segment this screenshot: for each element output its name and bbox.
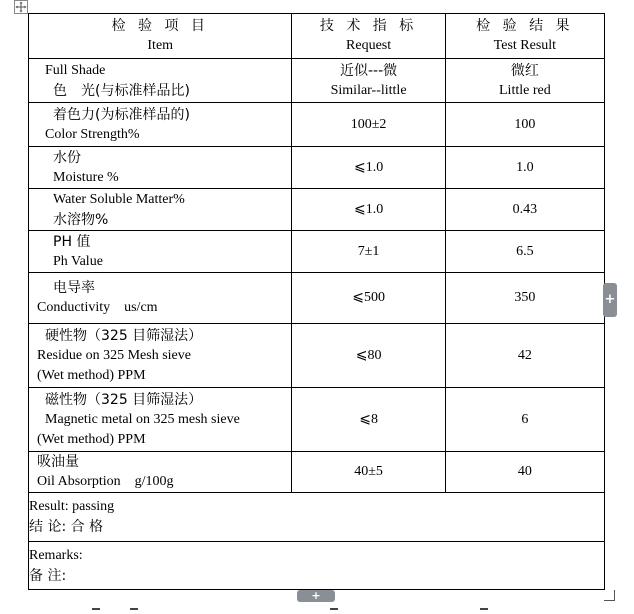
item-cell[interactable] — [29, 324, 292, 388]
cutoff-text-fragment — [92, 608, 100, 610]
result-cell[interactable]: 350 — [445, 273, 604, 324]
remarks-en: Remarks: — [29, 547, 83, 563]
table-row — [29, 103, 605, 147]
table-row — [29, 147, 605, 189]
request-cell[interactable]: 7±1 — [292, 231, 445, 273]
item-en: Conductivity us/cm — [37, 300, 158, 315]
remarks-row — [29, 542, 605, 590]
table-resize-handle-icon[interactable] — [604, 590, 615, 601]
table-row — [29, 324, 605, 388]
request-cell[interactable]: 40±5 — [292, 452, 445, 493]
result-cell[interactable]: 40 — [445, 452, 604, 493]
result-summary-cell[interactable] — [29, 493, 605, 542]
header-result-en: Test Result — [493, 38, 557, 53]
header-result-cell[interactable] — [445, 14, 604, 59]
header-request-cell[interactable] — [292, 14, 445, 59]
item-cell[interactable] — [29, 452, 292, 493]
item-cell[interactable] — [29, 189, 292, 231]
item-en: Water Soluble Matter% — [53, 191, 185, 207]
result-cell[interactable]: 1.0 — [445, 147, 604, 189]
item-cell[interactable] — [29, 231, 292, 273]
item-cn: 电导率 — [53, 280, 95, 296]
request-cell[interactable]: ⩽1.0 — [292, 189, 445, 231]
item-en: Color Strength% — [45, 126, 140, 142]
item-en-method: (Wet method) PPM — [37, 367, 146, 383]
item-cn: 吸油量 — [37, 454, 79, 470]
request-cell[interactable]: ⩽1.0 — [292, 147, 445, 189]
header-item-cell[interactable] — [29, 14, 292, 59]
cutoff-text-fragment — [130, 608, 138, 610]
item-en: Ph Value — [53, 253, 103, 269]
item-cell[interactable] — [29, 273, 292, 324]
item-cell[interactable] — [29, 147, 292, 189]
request-cell[interactable]: ⩽8 — [292, 388, 445, 452]
request-cell[interactable]: ⩽500 — [292, 273, 445, 324]
item-cn: 磁性物（325 目筛湿法） — [45, 391, 203, 408]
item-cn: 水份 — [53, 149, 81, 166]
table-row — [29, 452, 605, 493]
item-en: Moisture % — [53, 169, 119, 185]
result-en: Little red — [499, 82, 551, 98]
result-en: Result: passing — [29, 499, 115, 514]
remarks-cn: 备 注: — [29, 567, 67, 584]
result-cell[interactable]: 0.43 — [445, 189, 604, 231]
item-cell[interactable] — [29, 59, 292, 103]
table-row — [29, 231, 605, 273]
result-cell[interactable]: 100 — [445, 103, 604, 147]
request-cell[interactable]: 100±2 — [292, 103, 445, 147]
table-row — [29, 388, 605, 452]
item-cn: 着色力(为标准样品的) — [53, 106, 190, 123]
item-en: Full Shade — [45, 62, 106, 78]
inspection-table — [28, 13, 605, 590]
item-cn: 色 光(与标准样品比) — [53, 82, 190, 99]
cutoff-text-fragment — [330, 608, 338, 610]
result-row — [29, 493, 605, 542]
item-en-method: (Wet method) PPM — [37, 431, 146, 447]
item-en: Magnetic metal on 325 mesh sieve — [45, 411, 240, 427]
header-result-cn: 检 验 结 果 — [476, 18, 574, 34]
header-request-cn: 技 术 指 标 — [319, 18, 418, 34]
table-row — [29, 189, 605, 231]
result-cn: 微红 — [510, 62, 539, 79]
add-row-icon[interactable]: + — [297, 590, 335, 602]
remarks-cell[interactable] — [29, 542, 605, 590]
request-cell[interactable] — [292, 59, 445, 103]
header-row — [29, 14, 605, 59]
header-item-en: Item — [147, 38, 174, 53]
table-row — [29, 59, 605, 103]
request-cell[interactable]: ⩽80 — [292, 324, 445, 388]
item-cn: 硬性物（325 目筛湿法） — [45, 327, 203, 344]
item-cn: PH 值 — [53, 233, 91, 250]
request-cn: 近似---微 — [340, 62, 398, 79]
request-en: Similar--little — [330, 82, 407, 98]
item-en: Oil Absorption g/100g — [37, 474, 174, 489]
header-item-cn: 检 验 项 目 — [111, 18, 209, 34]
item-cell[interactable] — [29, 388, 292, 452]
result-cn: 结 论: 合 格 — [29, 519, 104, 535]
item-en: Residue on 325 Mesh sieve — [37, 347, 191, 363]
cutoff-text-fragment — [480, 608, 488, 610]
result-cell[interactable]: 6.5 — [445, 231, 604, 273]
table-move-handle-icon[interactable] — [14, 0, 28, 14]
item-cn: 水溶物% — [53, 211, 109, 228]
table-row — [29, 273, 605, 324]
item-cell[interactable] — [29, 103, 292, 147]
result-cell[interactable] — [445, 59, 604, 103]
add-column-icon[interactable]: + — [603, 283, 617, 317]
result-cell[interactable]: 42 — [445, 324, 604, 388]
result-cell[interactable]: 6 — [445, 388, 604, 452]
header-request-en: Request — [346, 38, 392, 53]
